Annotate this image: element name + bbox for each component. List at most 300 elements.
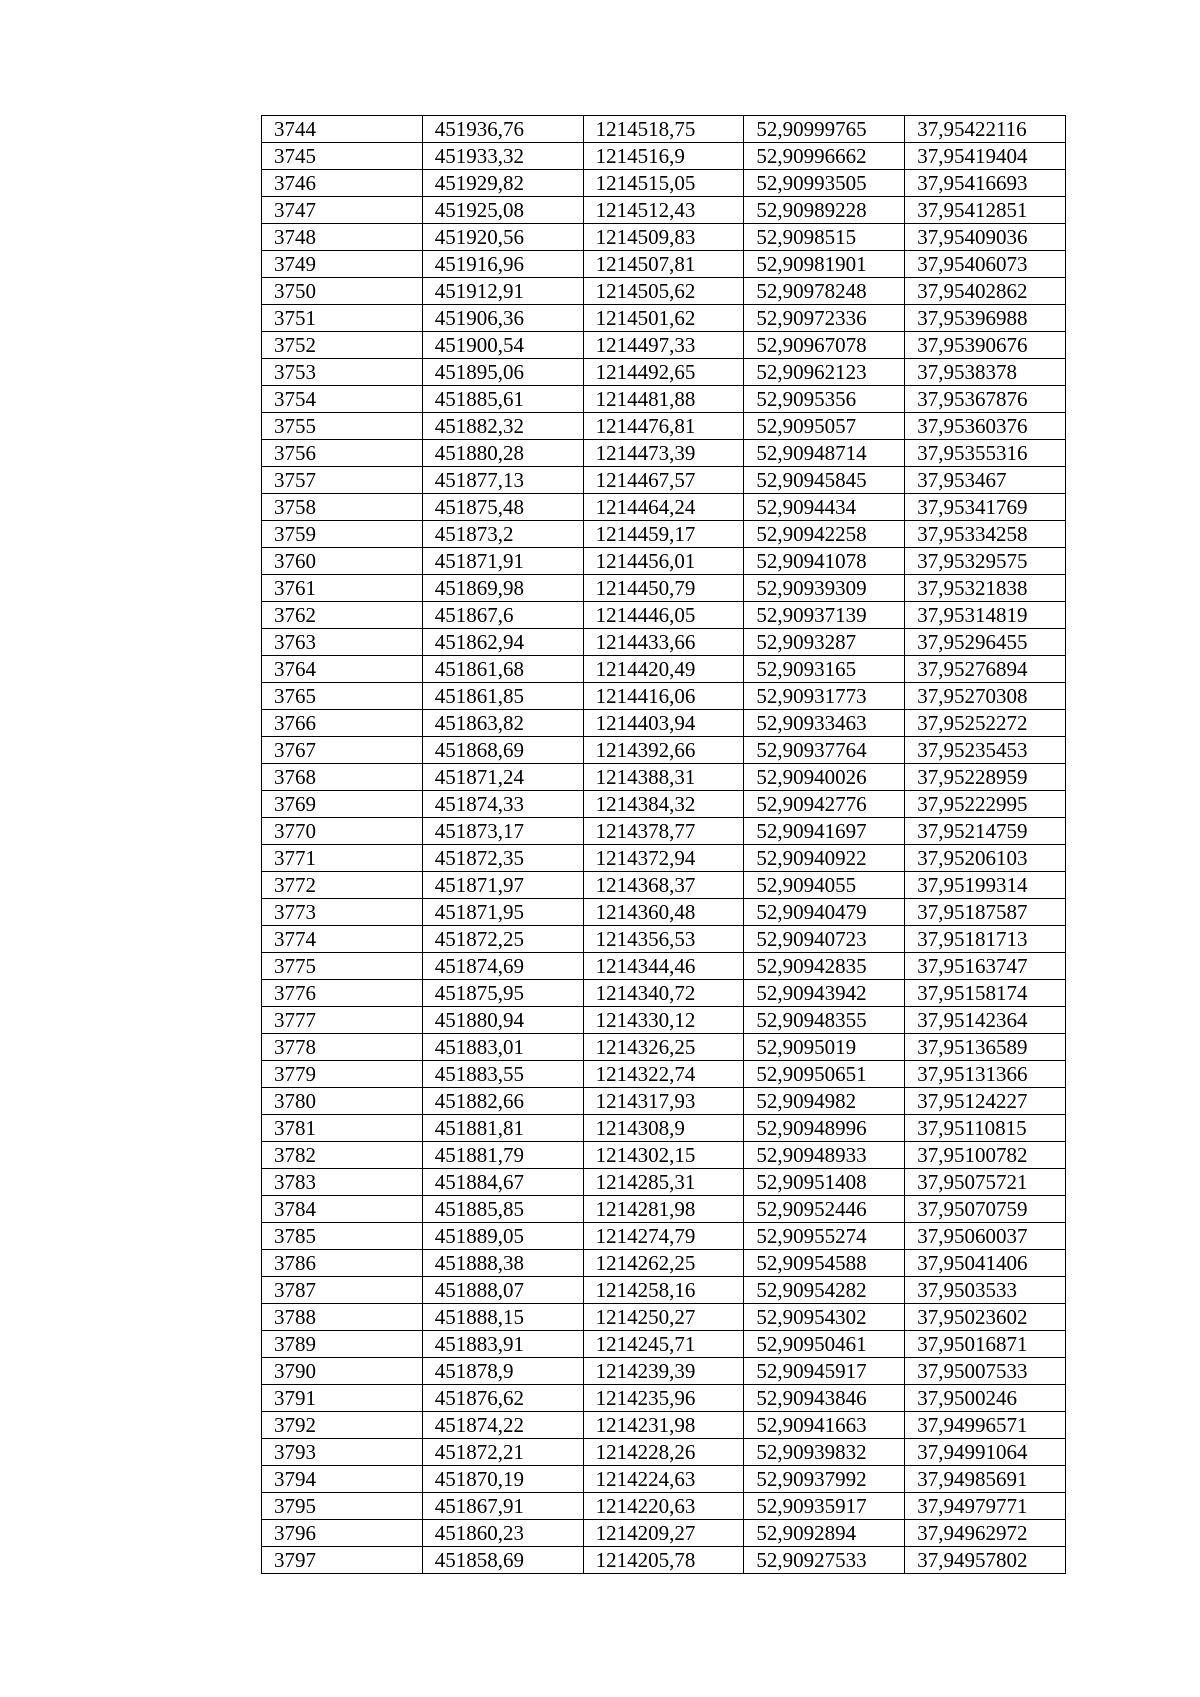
latitude-cell: 52,90948996 xyxy=(744,1115,905,1142)
y-coordinate-cell: 1214372,94 xyxy=(583,845,744,872)
longitude-cell: 37,94957802 xyxy=(905,1547,1066,1574)
point-number-cell: 3781 xyxy=(262,1115,423,1142)
table-row xyxy=(262,548,1066,575)
table-row xyxy=(262,1115,1066,1142)
x-coordinate-cell: 451863,82 xyxy=(422,710,583,737)
y-coordinate-cell: 1214308,9 xyxy=(583,1115,744,1142)
point-number-cell: 3787 xyxy=(262,1277,423,1304)
point-number-cell: 3746 xyxy=(262,170,423,197)
table-row xyxy=(262,143,1066,170)
latitude-cell: 52,90943846 xyxy=(744,1385,905,1412)
x-coordinate-cell: 451888,38 xyxy=(422,1250,583,1277)
x-coordinate-cell: 451881,79 xyxy=(422,1142,583,1169)
x-coordinate-cell: 451888,07 xyxy=(422,1277,583,1304)
latitude-cell: 52,90978248 xyxy=(744,278,905,305)
table-row xyxy=(262,1277,1066,1304)
latitude-cell: 52,90950651 xyxy=(744,1061,905,1088)
latitude-cell: 52,90937764 xyxy=(744,737,905,764)
point-number-cell: 3785 xyxy=(262,1223,423,1250)
x-coordinate-cell: 451906,36 xyxy=(422,305,583,332)
longitude-cell: 37,9500246 xyxy=(905,1385,1066,1412)
table-row xyxy=(262,575,1066,602)
y-coordinate-cell: 1214518,75 xyxy=(583,116,744,143)
point-number-cell: 3789 xyxy=(262,1331,423,1358)
table-row xyxy=(262,1061,1066,1088)
table-row xyxy=(262,251,1066,278)
longitude-cell: 37,95214759 xyxy=(905,818,1066,845)
point-number-cell: 3744 xyxy=(262,116,423,143)
point-number-cell: 3756 xyxy=(262,440,423,467)
point-number-cell: 3776 xyxy=(262,980,423,1007)
latitude-cell: 52,90940026 xyxy=(744,764,905,791)
x-coordinate-cell: 451885,61 xyxy=(422,386,583,413)
y-coordinate-cell: 1214512,43 xyxy=(583,197,744,224)
point-number-cell: 3766 xyxy=(262,710,423,737)
latitude-cell: 52,9098515 xyxy=(744,224,905,251)
longitude-cell: 37,953467 xyxy=(905,467,1066,494)
latitude-cell: 52,9095057 xyxy=(744,413,905,440)
longitude-cell: 37,95341769 xyxy=(905,494,1066,521)
longitude-cell: 37,95075721 xyxy=(905,1169,1066,1196)
latitude-cell: 52,9094055 xyxy=(744,872,905,899)
latitude-cell: 52,90935917 xyxy=(744,1493,905,1520)
x-coordinate-cell: 451878,9 xyxy=(422,1358,583,1385)
table-row xyxy=(262,737,1066,764)
latitude-cell: 52,90950461 xyxy=(744,1331,905,1358)
table-row xyxy=(262,872,1066,899)
longitude-cell: 37,95163747 xyxy=(905,953,1066,980)
point-number-cell: 3747 xyxy=(262,197,423,224)
y-coordinate-cell: 1214205,78 xyxy=(583,1547,744,1574)
latitude-cell: 52,90941697 xyxy=(744,818,905,845)
point-number-cell: 3765 xyxy=(262,683,423,710)
latitude-cell: 52,9093287 xyxy=(744,629,905,656)
point-number-cell: 3771 xyxy=(262,845,423,872)
x-coordinate-cell: 451874,22 xyxy=(422,1412,583,1439)
x-coordinate-cell: 451912,91 xyxy=(422,278,583,305)
longitude-cell: 37,95409036 xyxy=(905,224,1066,251)
longitude-cell: 37,95396988 xyxy=(905,305,1066,332)
x-coordinate-cell: 451876,62 xyxy=(422,1385,583,1412)
longitude-cell: 37,95390676 xyxy=(905,332,1066,359)
y-coordinate-cell: 1214231,98 xyxy=(583,1412,744,1439)
longitude-cell: 37,95060037 xyxy=(905,1223,1066,1250)
table-row xyxy=(262,1358,1066,1385)
table-row xyxy=(262,1547,1066,1574)
latitude-cell: 52,90937139 xyxy=(744,602,905,629)
table-row xyxy=(262,1304,1066,1331)
latitude-cell: 52,90951408 xyxy=(744,1169,905,1196)
latitude-cell: 52,90952446 xyxy=(744,1196,905,1223)
longitude-cell: 37,95235453 xyxy=(905,737,1066,764)
table-row xyxy=(262,386,1066,413)
table-row xyxy=(262,1250,1066,1277)
longitude-cell: 37,95187587 xyxy=(905,899,1066,926)
longitude-cell: 37,95199314 xyxy=(905,872,1066,899)
point-number-cell: 3769 xyxy=(262,791,423,818)
latitude-cell: 52,9095356 xyxy=(744,386,905,413)
point-number-cell: 3788 xyxy=(262,1304,423,1331)
point-number-cell: 3772 xyxy=(262,872,423,899)
y-coordinate-cell: 1214507,81 xyxy=(583,251,744,278)
y-coordinate-cell: 1214368,37 xyxy=(583,872,744,899)
x-coordinate-cell: 451872,35 xyxy=(422,845,583,872)
point-number-cell: 3768 xyxy=(262,764,423,791)
y-coordinate-cell: 1214392,66 xyxy=(583,737,744,764)
longitude-cell: 37,95355316 xyxy=(905,440,1066,467)
y-coordinate-cell: 1214497,33 xyxy=(583,332,744,359)
latitude-cell: 52,90948933 xyxy=(744,1142,905,1169)
x-coordinate-cell: 451873,2 xyxy=(422,521,583,548)
longitude-cell: 37,95270308 xyxy=(905,683,1066,710)
table-row xyxy=(262,1493,1066,1520)
latitude-cell: 52,9094434 xyxy=(744,494,905,521)
point-number-cell: 3774 xyxy=(262,926,423,953)
point-number-cell: 3763 xyxy=(262,629,423,656)
x-coordinate-cell: 451871,24 xyxy=(422,764,583,791)
x-coordinate-cell: 451880,94 xyxy=(422,1007,583,1034)
table-row xyxy=(262,467,1066,494)
latitude-cell: 52,9094982 xyxy=(744,1088,905,1115)
coordinates-table-body xyxy=(262,116,1066,1574)
y-coordinate-cell: 1214245,71 xyxy=(583,1331,744,1358)
longitude-cell: 37,95228959 xyxy=(905,764,1066,791)
longitude-cell: 37,95314819 xyxy=(905,602,1066,629)
point-number-cell: 3783 xyxy=(262,1169,423,1196)
point-number-cell: 3773 xyxy=(262,899,423,926)
coordinates-table xyxy=(261,115,1066,1574)
y-coordinate-cell: 1214433,66 xyxy=(583,629,744,656)
x-coordinate-cell: 451870,19 xyxy=(422,1466,583,1493)
longitude-cell: 37,95406073 xyxy=(905,251,1066,278)
table-row xyxy=(262,521,1066,548)
latitude-cell: 52,90942258 xyxy=(744,521,905,548)
longitude-cell: 37,94979771 xyxy=(905,1493,1066,1520)
x-coordinate-cell: 451881,81 xyxy=(422,1115,583,1142)
latitude-cell: 52,90942776 xyxy=(744,791,905,818)
x-coordinate-cell: 451867,91 xyxy=(422,1493,583,1520)
longitude-cell: 37,95360376 xyxy=(905,413,1066,440)
table-row xyxy=(262,1088,1066,1115)
latitude-cell: 52,90967078 xyxy=(744,332,905,359)
point-number-cell: 3761 xyxy=(262,575,423,602)
table-row xyxy=(262,1466,1066,1493)
latitude-cell: 52,90962123 xyxy=(744,359,905,386)
y-coordinate-cell: 1214516,9 xyxy=(583,143,744,170)
y-coordinate-cell: 1214505,62 xyxy=(583,278,744,305)
table-row xyxy=(262,1007,1066,1034)
longitude-cell: 37,94962972 xyxy=(905,1520,1066,1547)
x-coordinate-cell: 451860,23 xyxy=(422,1520,583,1547)
y-coordinate-cell: 1214360,48 xyxy=(583,899,744,926)
longitude-cell: 37,94985691 xyxy=(905,1466,1066,1493)
x-coordinate-cell: 451920,56 xyxy=(422,224,583,251)
x-coordinate-cell: 451872,21 xyxy=(422,1439,583,1466)
x-coordinate-cell: 451874,33 xyxy=(422,791,583,818)
table-row xyxy=(262,1223,1066,1250)
latitude-cell: 52,90993505 xyxy=(744,170,905,197)
latitude-cell: 52,90941663 xyxy=(744,1412,905,1439)
longitude-cell: 37,95419404 xyxy=(905,143,1066,170)
table-row xyxy=(262,1412,1066,1439)
table-row xyxy=(262,899,1066,926)
longitude-cell: 37,95158174 xyxy=(905,980,1066,1007)
y-coordinate-cell: 1214481,88 xyxy=(583,386,744,413)
y-coordinate-cell: 1214388,31 xyxy=(583,764,744,791)
y-coordinate-cell: 1214403,94 xyxy=(583,710,744,737)
y-coordinate-cell: 1214262,25 xyxy=(583,1250,744,1277)
table-row xyxy=(262,413,1066,440)
x-coordinate-cell: 451869,98 xyxy=(422,575,583,602)
latitude-cell: 52,90940723 xyxy=(744,926,905,953)
latitude-cell: 52,90941078 xyxy=(744,548,905,575)
latitude-cell: 52,9093165 xyxy=(744,656,905,683)
y-coordinate-cell: 1214250,27 xyxy=(583,1304,744,1331)
longitude-cell: 37,95296455 xyxy=(905,629,1066,656)
table-row xyxy=(262,710,1066,737)
longitude-cell: 37,95252272 xyxy=(905,710,1066,737)
y-coordinate-cell: 1214258,16 xyxy=(583,1277,744,1304)
table-row xyxy=(262,629,1066,656)
longitude-cell: 37,9538378 xyxy=(905,359,1066,386)
point-number-cell: 3795 xyxy=(262,1493,423,1520)
latitude-cell: 52,90931773 xyxy=(744,683,905,710)
y-coordinate-cell: 1214473,39 xyxy=(583,440,744,467)
y-coordinate-cell: 1214326,25 xyxy=(583,1034,744,1061)
latitude-cell: 52,90954282 xyxy=(744,1277,905,1304)
latitude-cell: 52,90954588 xyxy=(744,1250,905,1277)
table-row xyxy=(262,845,1066,872)
x-coordinate-cell: 451862,94 xyxy=(422,629,583,656)
point-number-cell: 3796 xyxy=(262,1520,423,1547)
latitude-cell: 52,90955274 xyxy=(744,1223,905,1250)
table-row xyxy=(262,170,1066,197)
table-row xyxy=(262,1142,1066,1169)
latitude-cell: 52,90948355 xyxy=(744,1007,905,1034)
point-number-cell: 3750 xyxy=(262,278,423,305)
table-row xyxy=(262,440,1066,467)
table-row xyxy=(262,953,1066,980)
point-number-cell: 3752 xyxy=(262,332,423,359)
longitude-cell: 37,95416693 xyxy=(905,170,1066,197)
y-coordinate-cell: 1214492,65 xyxy=(583,359,744,386)
x-coordinate-cell: 451875,48 xyxy=(422,494,583,521)
y-coordinate-cell: 1214285,31 xyxy=(583,1169,744,1196)
longitude-cell: 37,95181713 xyxy=(905,926,1066,953)
latitude-cell: 52,90937992 xyxy=(744,1466,905,1493)
table-row xyxy=(262,197,1066,224)
table-row xyxy=(262,980,1066,1007)
y-coordinate-cell: 1214509,83 xyxy=(583,224,744,251)
x-coordinate-cell: 451900,54 xyxy=(422,332,583,359)
point-number-cell: 3764 xyxy=(262,656,423,683)
x-coordinate-cell: 451877,13 xyxy=(422,467,583,494)
table-row xyxy=(262,1331,1066,1358)
x-coordinate-cell: 451936,76 xyxy=(422,116,583,143)
latitude-cell: 52,90954302 xyxy=(744,1304,905,1331)
point-number-cell: 3759 xyxy=(262,521,423,548)
x-coordinate-cell: 451884,67 xyxy=(422,1169,583,1196)
y-coordinate-cell: 1214420,49 xyxy=(583,656,744,683)
latitude-cell: 52,90981901 xyxy=(744,251,905,278)
table-row xyxy=(262,359,1066,386)
y-coordinate-cell: 1214464,24 xyxy=(583,494,744,521)
point-number-cell: 3782 xyxy=(262,1142,423,1169)
point-number-cell: 3775 xyxy=(262,953,423,980)
x-coordinate-cell: 451873,17 xyxy=(422,818,583,845)
point-number-cell: 3748 xyxy=(262,224,423,251)
x-coordinate-cell: 451868,69 xyxy=(422,737,583,764)
point-number-cell: 3790 xyxy=(262,1358,423,1385)
x-coordinate-cell: 451883,01 xyxy=(422,1034,583,1061)
y-coordinate-cell: 1214340,72 xyxy=(583,980,744,1007)
y-coordinate-cell: 1214344,46 xyxy=(583,953,744,980)
x-coordinate-cell: 451871,95 xyxy=(422,899,583,926)
table-row xyxy=(262,1520,1066,1547)
longitude-cell: 37,95422116 xyxy=(905,116,1066,143)
x-coordinate-cell: 451867,6 xyxy=(422,602,583,629)
point-number-cell: 3762 xyxy=(262,602,423,629)
y-coordinate-cell: 1214281,98 xyxy=(583,1196,744,1223)
y-coordinate-cell: 1214330,12 xyxy=(583,1007,744,1034)
y-coordinate-cell: 1214456,01 xyxy=(583,548,744,575)
y-coordinate-cell: 1214228,26 xyxy=(583,1439,744,1466)
latitude-cell: 52,90996662 xyxy=(744,143,905,170)
x-coordinate-cell: 451880,28 xyxy=(422,440,583,467)
point-number-cell: 3758 xyxy=(262,494,423,521)
table-row xyxy=(262,332,1066,359)
x-coordinate-cell: 451885,85 xyxy=(422,1196,583,1223)
y-coordinate-cell: 1214235,96 xyxy=(583,1385,744,1412)
y-coordinate-cell: 1214515,05 xyxy=(583,170,744,197)
longitude-cell: 37,95402862 xyxy=(905,278,1066,305)
point-number-cell: 3797 xyxy=(262,1547,423,1574)
point-number-cell: 3767 xyxy=(262,737,423,764)
x-coordinate-cell: 451929,82 xyxy=(422,170,583,197)
table-row xyxy=(262,116,1066,143)
longitude-cell: 37,95016871 xyxy=(905,1331,1066,1358)
x-coordinate-cell: 451883,91 xyxy=(422,1331,583,1358)
latitude-cell: 52,90945845 xyxy=(744,467,905,494)
x-coordinate-cell: 451882,32 xyxy=(422,413,583,440)
point-number-cell: 3755 xyxy=(262,413,423,440)
table-row xyxy=(262,791,1066,818)
table-row xyxy=(262,764,1066,791)
latitude-cell: 52,90942835 xyxy=(744,953,905,980)
longitude-cell: 37,95136589 xyxy=(905,1034,1066,1061)
y-coordinate-cell: 1214459,17 xyxy=(583,521,744,548)
point-number-cell: 3792 xyxy=(262,1412,423,1439)
x-coordinate-cell: 451916,96 xyxy=(422,251,583,278)
x-coordinate-cell: 451889,05 xyxy=(422,1223,583,1250)
longitude-cell: 37,9503533 xyxy=(905,1277,1066,1304)
table-row xyxy=(262,683,1066,710)
longitude-cell: 37,95100782 xyxy=(905,1142,1066,1169)
longitude-cell: 37,95110815 xyxy=(905,1115,1066,1142)
table-row xyxy=(262,1034,1066,1061)
longitude-cell: 37,95276894 xyxy=(905,656,1066,683)
point-number-cell: 3751 xyxy=(262,305,423,332)
latitude-cell: 52,90940479 xyxy=(744,899,905,926)
x-coordinate-cell: 451882,66 xyxy=(422,1088,583,1115)
y-coordinate-cell: 1214317,93 xyxy=(583,1088,744,1115)
latitude-cell: 52,90972336 xyxy=(744,305,905,332)
y-coordinate-cell: 1214450,79 xyxy=(583,575,744,602)
x-coordinate-cell: 451875,95 xyxy=(422,980,583,1007)
point-number-cell: 3777 xyxy=(262,1007,423,1034)
point-number-cell: 3753 xyxy=(262,359,423,386)
longitude-cell: 37,94991064 xyxy=(905,1439,1066,1466)
x-coordinate-cell: 451874,69 xyxy=(422,953,583,980)
x-coordinate-cell: 451871,97 xyxy=(422,872,583,899)
latitude-cell: 52,90999765 xyxy=(744,116,905,143)
y-coordinate-cell: 1214274,79 xyxy=(583,1223,744,1250)
y-coordinate-cell: 1214239,39 xyxy=(583,1358,744,1385)
longitude-cell: 37,95142364 xyxy=(905,1007,1066,1034)
y-coordinate-cell: 1214322,74 xyxy=(583,1061,744,1088)
point-number-cell: 3757 xyxy=(262,467,423,494)
longitude-cell: 37,95206103 xyxy=(905,845,1066,872)
point-number-cell: 3791 xyxy=(262,1385,423,1412)
table-row xyxy=(262,1169,1066,1196)
x-coordinate-cell: 451883,55 xyxy=(422,1061,583,1088)
point-number-cell: 3780 xyxy=(262,1088,423,1115)
longitude-cell: 37,95131366 xyxy=(905,1061,1066,1088)
point-number-cell: 3745 xyxy=(262,143,423,170)
table-row xyxy=(262,656,1066,683)
y-coordinate-cell: 1214209,27 xyxy=(583,1520,744,1547)
point-number-cell: 3794 xyxy=(262,1466,423,1493)
table-row xyxy=(262,602,1066,629)
longitude-cell: 37,95124227 xyxy=(905,1088,1066,1115)
table-row xyxy=(262,305,1066,332)
y-coordinate-cell: 1214476,81 xyxy=(583,413,744,440)
point-number-cell: 3784 xyxy=(262,1196,423,1223)
longitude-cell: 37,95367876 xyxy=(905,386,1066,413)
x-coordinate-cell: 451861,85 xyxy=(422,683,583,710)
longitude-cell: 37,95023602 xyxy=(905,1304,1066,1331)
y-coordinate-cell: 1214224,63 xyxy=(583,1466,744,1493)
x-coordinate-cell: 451895,06 xyxy=(422,359,583,386)
longitude-cell: 37,95007533 xyxy=(905,1358,1066,1385)
latitude-cell: 52,90948714 xyxy=(744,440,905,467)
x-coordinate-cell: 451861,68 xyxy=(422,656,583,683)
x-coordinate-cell: 451888,15 xyxy=(422,1304,583,1331)
latitude-cell: 52,90927533 xyxy=(744,1547,905,1574)
point-number-cell: 3786 xyxy=(262,1250,423,1277)
longitude-cell: 37,95334258 xyxy=(905,521,1066,548)
latitude-cell: 52,9092894 xyxy=(744,1520,905,1547)
x-coordinate-cell: 451872,25 xyxy=(422,926,583,953)
y-coordinate-cell: 1214446,05 xyxy=(583,602,744,629)
y-coordinate-cell: 1214302,15 xyxy=(583,1142,744,1169)
latitude-cell: 52,90933463 xyxy=(744,710,905,737)
y-coordinate-cell: 1214384,32 xyxy=(583,791,744,818)
table-row xyxy=(262,224,1066,251)
point-number-cell: 3749 xyxy=(262,251,423,278)
y-coordinate-cell: 1214416,06 xyxy=(583,683,744,710)
point-number-cell: 3754 xyxy=(262,386,423,413)
longitude-cell: 37,95041406 xyxy=(905,1250,1066,1277)
latitude-cell: 52,90945917 xyxy=(744,1358,905,1385)
table-row xyxy=(262,494,1066,521)
x-coordinate-cell: 451871,91 xyxy=(422,548,583,575)
point-number-cell: 3760 xyxy=(262,548,423,575)
table-row xyxy=(262,1439,1066,1466)
longitude-cell: 37,95321838 xyxy=(905,575,1066,602)
x-coordinate-cell: 451858,69 xyxy=(422,1547,583,1574)
table-row xyxy=(262,278,1066,305)
